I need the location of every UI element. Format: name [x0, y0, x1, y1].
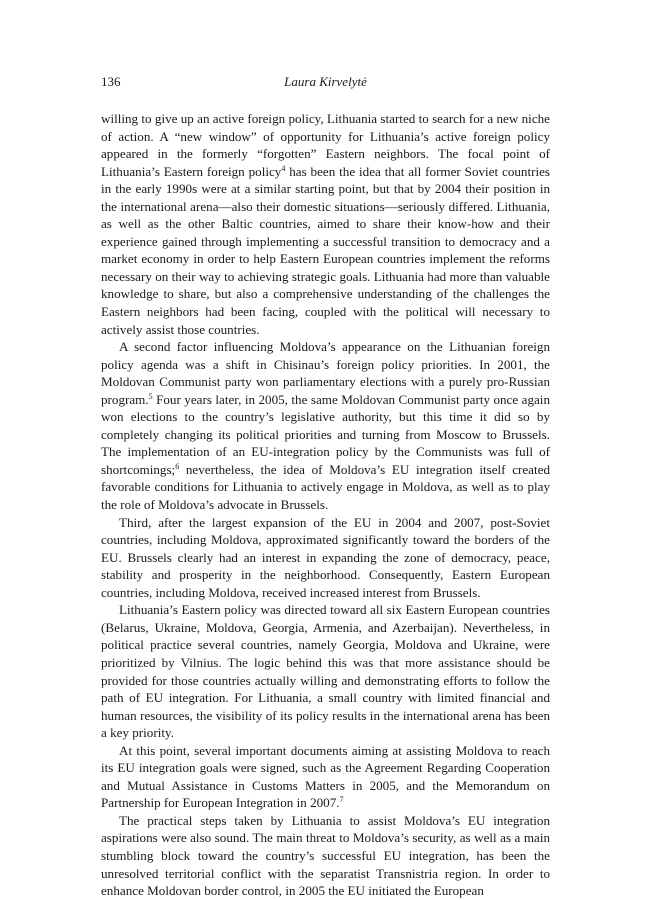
paragraph-text: A second factor influencing Moldova’s appearance on the Lithuanian foreign policy agenda was a shift in Chisinau’s foreign policy priorities. In 2001, the Moldovan Communist party won parliamentary elections with a purely pro-Russian program.: [101, 339, 550, 407]
body-text: [101, 110, 550, 900]
page-number: 136: [101, 74, 121, 89]
paragraph-text: willing to give up an active foreign policy, Lithuania started to search for a new niche of action. A “new window” of opportunity for Lithuania’s active foreign policy appeared in the formerly “forgotten” Eastern neighbors. The focal point of Lithuania’s Eastern foreign policy: [101, 111, 550, 179]
footnote-ref-7: 7: [339, 795, 344, 805]
paragraph-2: [101, 338, 550, 513]
paragraph-text: At this point, several important documents aiming at assisting Moldova to reach its EU integration goals were signed, such as the Agreement Regarding Cooperation and Mutual Assistance in Customs Matters in 2005, and the Memorandum on Partnership for European Integration in 2007.: [101, 742, 550, 811]
paragraph-text: Third, after the largest expansion of the EU in 2004 and 2007, post-Soviet countries, including Moldova, approximated significantly toward the borders of the EU. Brussels clearly had an interest in expanding the zone of democracy, peace, stability and prosperity in the neighborhood. Consequently, Eastern European countries, including Moldova, received increased interest from Brussels.: [101, 514, 550, 600]
paragraph-text: Lithuania’s Eastern policy was directed toward all six Eastern European countries (Belarus, Ukraine, Moldova, Georgia, Armenia, and Azerbaijan). Nevertheless, in political practice several countries, namely Georgia, Moldova and Ukraine, were prioritized by Vilnius. The logic behind this was that more assistance should be provided for those countries actually willing and demonstrating efforts to follow the path of EU integration. For Lithuania, a small country with limited financial and human resources, the visibility of its policy results in the international arena has been a key priority.: [101, 602, 550, 741]
footnote-ref-6: 6: [175, 461, 180, 471]
paragraph-text: Four years later, in 2005, the same Moldovan Communist party once again won elections to the country’s legislative authority, but this time it did so by completely changing its political priorities and turning from Moscow to Brussels. The implementation of an EU-integration policy by the Communists was full of shortcomings;: [101, 391, 550, 477]
paragraph-text: has been the idea that all former Soviet countries in the early 1990s were at a similar starting point, but that by 2004 their position in the international arena—also their domestic situations—seriously differed. Lithuania, as well as the other Baltic countries, aimed to share their know-how and their experience gained through implementing a successful transition to democracy and a market economy in order to help Eastern European countries implement the reforms necessary on their way to achieving strategic goals. Lithuania had more than valuable knowledge to share, but also a comprehensive understanding of the challenges the Eastern neighbors had been facing, coupled with the political will necessary to actively assist those countries.: [101, 163, 550, 337]
paragraph-5: [101, 742, 550, 812]
book-page: [101, 72, 550, 900]
running-head-author: Laura Kirvelytė: [284, 74, 367, 89]
paragraph-1: [101, 110, 550, 338]
paragraph-text: nevertheless, the idea of Moldova’s EU integration itself created favorable conditions for Lithuania to actively engage in Moldova, as well as to play the role of Moldova’s advocate in Brussels.: [101, 461, 550, 513]
paragraph-3: [101, 514, 550, 602]
footnote-ref-5: 5: [148, 391, 153, 401]
paragraph-4: [101, 601, 550, 741]
footnote-ref-4: 4: [281, 163, 286, 173]
paragraph-text: The practical steps taken by Lithuania to assist Moldova’s EU integration aspirations were also sound. The main threat to Moldova’s security, as well as a main stumbling block toward the country’s successful EU integration, has been the unresolved territorial conflict with the separatist Transnistria region. In order to enhance Moldovan border control, in 2005 the EU initiated the European: [101, 812, 550, 899]
paragraph-6: [101, 812, 550, 900]
page-header: [101, 72, 550, 92]
